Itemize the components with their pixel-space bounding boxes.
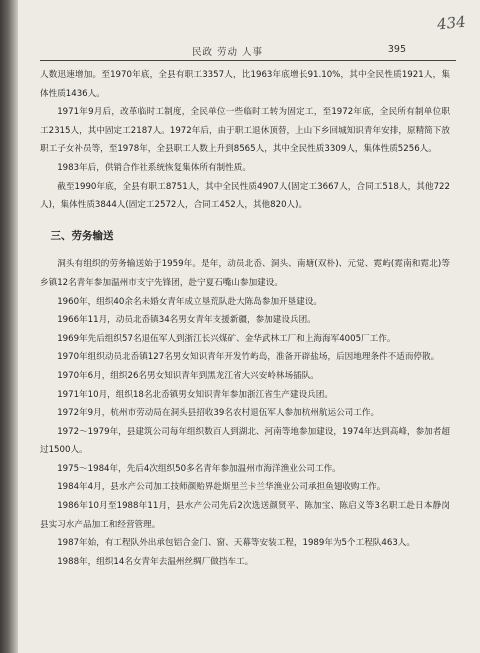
paragraph: 人数迅速增加。至1970年底，全县有职工3357人，比1963年底增长91.10%，其中全民性质1921人，集体性质1436人。 — [40, 70, 450, 99]
section-heading: 三、劳务输送 — [50, 229, 114, 242]
paragraph: 1970年组织动员北岙镇127名男女知识青年开发竹屿岛，准备开辟盐场，后因地理条件不适而停散。 — [57, 352, 440, 363]
body-text — [40, 66, 450, 571]
paragraph: 1975～1984年，先后4次组织50多名青年参加温州市海洋渔业公司工作。 — [57, 463, 341, 474]
paragraph: 截至1990年底，全县有职工8751人，其中全民性质4907人(固定工3667人，合同工518人，其他722人)，集体性质3844人(固定工2572人，合同工452人，其他820人)。 — [40, 181, 450, 211]
paragraph: 1971年9月后，改革临时工制度，全民单位一些临时工转为固定工，至1972年底，全民所有制单位职工2315人，其中固定工2187人。1972年后，由于职工退休顶替，上山下乡回城知识青年安排，原精简下放职工子女补员等，至1978年，全县职工人数上升到8565人，其中全民性质3309人，集体性质5256人。 — [40, 107, 450, 155]
handwritten-page-note: 434 — [436, 12, 467, 34]
paragraph: 1972～1979年，县建筑公司每年组织数百人到湖北、河南等地参加建设，1974年达到高峰，参加者超过1500人。 — [40, 426, 450, 456]
paragraph: 1986年10月至1988年11月，县水产公司先后2次选送颜贤平、陈加宝、陈启义等3名职工赴日本静岗县实习水产品加工和经营管理。 — [40, 501, 450, 530]
paragraph: 洞头有组织的劳务输送始于1959年。是年，动员北岙、洞头、南塘(双朴)、元觉、霓屿(霓南和霓北)等乡镇12名青年参加温州市支宁先锋团，赴宁夏石嘴山参加建设。 — [40, 259, 450, 288]
header-title: 民政 劳动 人事 — [192, 47, 264, 58]
running-header — [40, 42, 456, 61]
paragraph: 1970年6月，组织26名男女知识青年到黑龙江省大兴安岭林场插队。 — [57, 370, 319, 381]
paragraph: 1988年，组织14名女青年去温州丝绸厂做挡车工。 — [57, 556, 254, 567]
paragraph: 1983年后，供销合作社系统恢复集体所有制性质。 — [57, 162, 251, 173]
paragraph: 1972年9月，杭州市劳动局在洞头县招收39名农村退伍军人参加杭州航运公司工作。 — [57, 408, 380, 419]
paragraph: 1987年始，有工程队外出承包铝合金门、窗、天幕等安装工程，1989年为5个工程队463人。 — [57, 538, 415, 549]
paragraph: 1966年11月，动员北岙镇34名男女青年支援新疆，参加建设兵团。 — [57, 315, 316, 326]
paragraph: 1971年10月，组织18名北岙镇男女知识青年参加浙江省生产建设兵团。 — [57, 389, 333, 400]
paragraph: 1960年，组织40余名未婚女青年成立垦荒队赴大陈岛参加开垦建设。 — [57, 296, 323, 307]
paragraph: 1969年先后组织57名退伍军人到浙江长兴煤矿、金华武林工厂和上海海军4005厂工作。 — [57, 333, 396, 344]
page-number: 395 — [387, 44, 406, 55]
paragraph: 1984年4月，县水产公司加工技师颜贻界赴斯里兰卡兰华渔业公司承担鱼翅收购工作。 — [57, 482, 386, 493]
book-binding-shadow — [0, 0, 18, 653]
